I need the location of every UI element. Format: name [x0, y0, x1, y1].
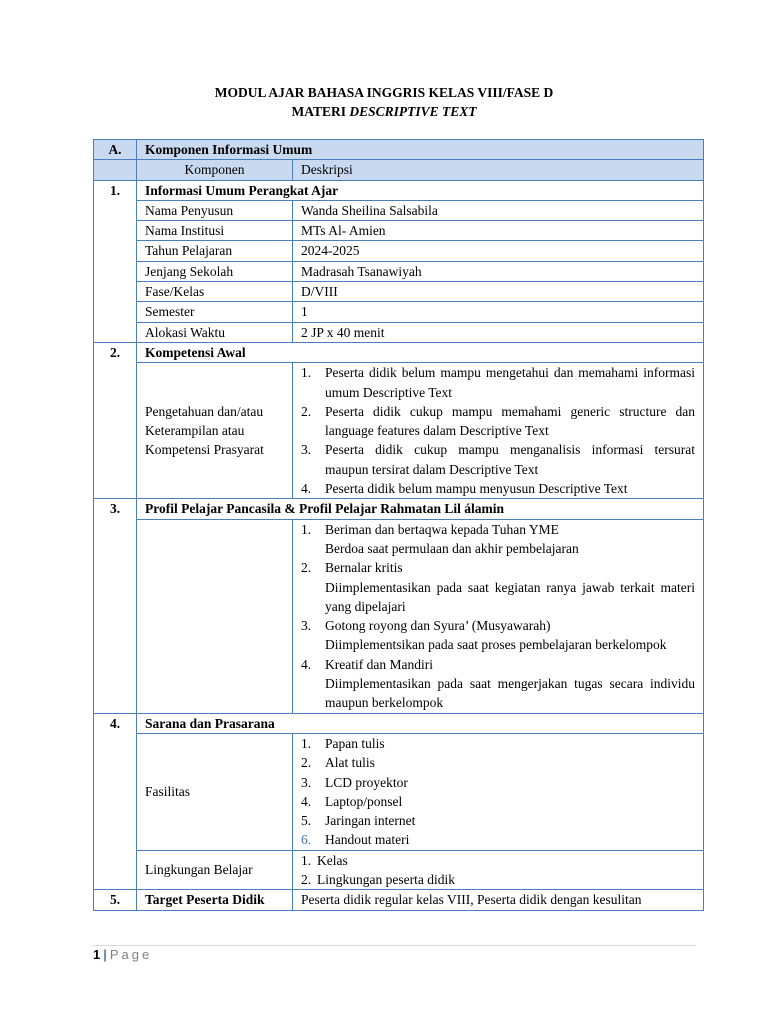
section-4-num: 4. — [94, 713, 137, 890]
info-value: 1 — [293, 302, 704, 322]
footer-divider — [93, 945, 696, 946]
info-value: Madrasah Tsanawiyah — [293, 261, 704, 281]
list-item — [301, 558, 695, 616]
list-item — [301, 792, 695, 811]
list-text: Peserta didik belum mampu mengetahui dan memahami informasi umum Descriptive Text — [325, 365, 696, 400]
column-header-komponen: Komponen — [137, 160, 293, 180]
lingkungan-label: Lingkungan Belajar — [137, 850, 293, 890]
info-label: Jenjang Sekolah — [137, 261, 293, 281]
section-2-title: Kompetensi Awal — [137, 342, 704, 362]
list-item — [301, 616, 695, 655]
section-5-num: 5. — [94, 890, 137, 910]
info-value: D/VIII — [293, 282, 704, 302]
section-2-header — [94, 342, 704, 362]
fasilitas-list — [301, 734, 695, 850]
section-3-num: 3. — [94, 499, 137, 713]
kompetensi-row — [94, 363, 704, 499]
lingkungan-row — [94, 850, 704, 890]
list-description: Diimplementsikan pada saat proses pembelajaran berkelompok — [325, 637, 667, 653]
list-item — [301, 402, 695, 441]
kompetensi-list — [301, 363, 695, 498]
info-label: Alokasi Waktu — [137, 322, 293, 342]
lingkungan-list — [301, 851, 695, 890]
info-row — [94, 261, 704, 281]
list-text: Papan tulis — [325, 735, 385, 751]
list-item — [301, 479, 695, 498]
section-1-num: 1. — [94, 180, 137, 342]
fasilitas-list-cell — [293, 733, 704, 850]
list-text: Beriman dan bertaqwa kepada Tuhan YME — [325, 521, 559, 537]
list-number: 5. — [301, 813, 312, 829]
kompetensi-label-line: Keterampilan atau — [145, 423, 245, 439]
info-row — [94, 221, 704, 241]
kompetensi-label-line: Kompetensi Prasyarat — [145, 442, 264, 458]
list-item — [301, 363, 695, 402]
profil-list-cell — [293, 519, 704, 713]
fasilitas-label: Fasilitas — [137, 733, 293, 850]
list-number: 1. — [301, 852, 312, 868]
list-item — [301, 753, 695, 772]
list-text: LCD proyektor — [325, 774, 408, 790]
list-text: Bernalar kritis — [325, 560, 403, 576]
list-text: Peserta didik cukup mampu memahami generic structure dan language features dalam Descriptive Text — [325, 403, 696, 439]
list-item — [301, 851, 695, 870]
list-item — [301, 734, 695, 753]
list-number: 1. — [301, 521, 312, 537]
page-label: Page — [109, 947, 153, 962]
info-label: Tahun Pelajaran — [137, 241, 293, 261]
kompetensi-label — [137, 363, 293, 499]
section-1-title: Informasi Umum Perangkat Ajar — [137, 180, 704, 200]
profil-list — [301, 520, 695, 713]
list-item — [301, 440, 695, 479]
kompetensi-label-line: Pengetahuan dan/atau — [145, 403, 264, 419]
list-description: Diimplementasikan pada saat mengerjakan tugas secara individu maupun berkelompok — [325, 676, 696, 711]
info-label: Semester — [137, 302, 293, 322]
list-item — [301, 655, 695, 713]
section-5-title: Target Peserta Didik — [137, 890, 293, 910]
section-3-title: Profil Pelajar Pancasila & Profil Pelajar Rahmatan Lil álamin — [137, 499, 704, 519]
subtitle-prefix: MATERI — [291, 104, 346, 119]
info-value: 2 JP x 40 menit — [293, 322, 704, 342]
blank-cell — [94, 160, 137, 180]
list-description: Diimplementasikan pada saat kegiatan ranya jawab terkait materi yang dipelajari — [325, 579, 696, 614]
list-number: 2. — [301, 560, 312, 576]
list-text: Gotong royong dan Syura’ (Musyawarah) — [325, 618, 551, 634]
section-2-num: 2. — [94, 342, 137, 498]
list-number: 2. — [301, 871, 312, 887]
blank-cell — [137, 519, 293, 713]
list-description: Berdoa saat permulaan dan akhir pembelajaran — [325, 540, 579, 556]
list-text: Laptop/ponsel — [325, 793, 403, 809]
section-a-title: Komponen Informasi Umum — [137, 140, 704, 160]
subtitle-italic: DESCRIPTIVE TEXT — [349, 104, 477, 119]
list-text: Handout materi — [325, 832, 410, 848]
footer-separator: | — [103, 947, 107, 962]
section-1-header — [94, 180, 704, 200]
info-row — [94, 282, 704, 302]
module-table — [93, 139, 704, 911]
list-text: Alat tulis — [325, 755, 375, 771]
section-3-header — [94, 499, 704, 519]
info-value: 2024-2025 — [293, 241, 704, 261]
list-text: Lingkungan peserta didik — [317, 871, 455, 887]
list-text: Peserta didik cukup mampu menganalisis informasi tersurat maupun tersirat dalam Descriptive Text — [325, 442, 696, 477]
kompetensi-list-cell — [293, 363, 704, 499]
column-header-deskripsi: Deskripsi — [293, 160, 704, 180]
page-footer — [93, 947, 152, 962]
list-text: Kelas — [317, 852, 348, 868]
list-number: 4. — [301, 481, 312, 497]
list-item — [301, 870, 695, 889]
section-5-row — [94, 890, 704, 910]
list-item — [301, 811, 695, 830]
section-a-num: A. — [94, 140, 137, 160]
info-row — [94, 241, 704, 261]
list-number: 4. — [301, 793, 312, 809]
info-label: Fase/Kelas — [137, 282, 293, 302]
list-item — [301, 520, 695, 559]
info-row — [94, 322, 704, 342]
info-value: MTs Al- Amien — [293, 221, 704, 241]
info-label: Nama Penyusun — [137, 200, 293, 220]
list-text: Kreatif dan Mandiri — [325, 656, 433, 672]
list-number: 1. — [301, 365, 312, 381]
document-title: MODUL AJAR BAHASA INGGRIS KELAS VIII/FASE D — [214, 85, 554, 100]
info-value: Wanda Sheilina Salsabila — [293, 200, 704, 220]
list-text: Jaringan internet — [325, 813, 416, 829]
profil-row — [94, 519, 704, 713]
list-number: 1. — [301, 735, 312, 751]
list-item — [301, 830, 695, 849]
fasilitas-row — [94, 733, 704, 850]
list-number: 2. — [301, 755, 312, 771]
list-text: Peserta didik belum mampu menyusun Descriptive Text — [325, 481, 628, 497]
list-number: 3. — [301, 774, 312, 790]
page-number: 1 — [93, 947, 101, 962]
list-number: 2. — [301, 403, 312, 419]
list-number: 6. — [301, 832, 312, 848]
info-row — [94, 302, 704, 322]
list-number: 3. — [301, 442, 312, 458]
info-row — [94, 200, 704, 220]
column-header-row — [94, 160, 704, 180]
info-label: Nama Institusi — [137, 221, 293, 241]
list-number: 3. — [301, 618, 312, 634]
section-5-value: Peserta didik regular kelas VIII, Peserta didik dengan kesulitan — [293, 890, 704, 910]
section-4-title: Sarana dan Prasarana — [137, 713, 704, 733]
list-item — [301, 773, 695, 792]
section-4-header — [94, 713, 704, 733]
list-number: 4. — [301, 656, 312, 672]
document-subtitle — [0, 104, 768, 120]
section-a-header — [94, 140, 704, 160]
lingkungan-list-cell — [293, 850, 704, 890]
